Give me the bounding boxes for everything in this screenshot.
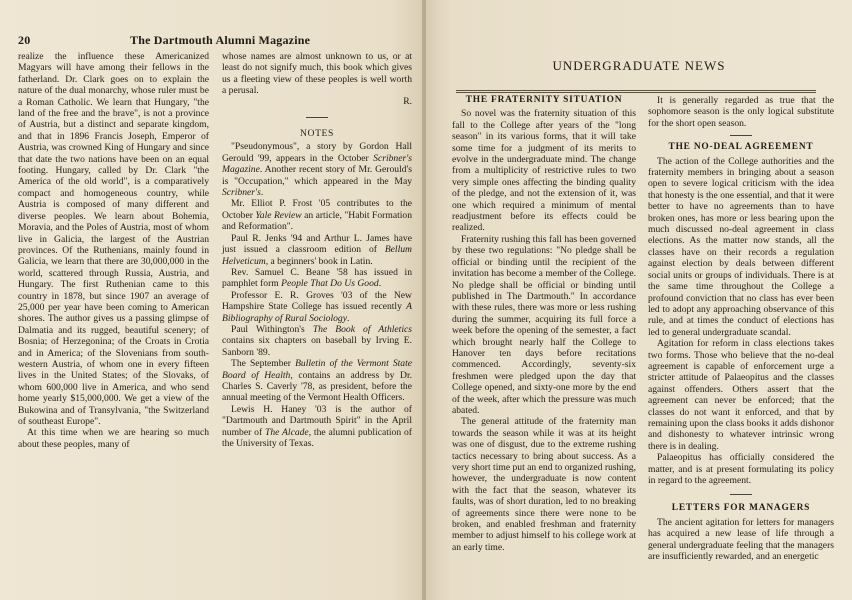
section-divider	[306, 117, 328, 118]
note-item	[222, 198, 412, 232]
title-rule	[456, 92, 816, 93]
note-item	[222, 324, 412, 358]
paragraph: The ancient agitation for letters for managers has acquired a new lease of life through a general undergraduate feeling that the managers are insufficiently rewarded, and an energetic	[648, 516, 834, 563]
left-column-1	[18, 51, 209, 450]
paragraph: So novel was the fraternity situation of this fall to the College after years of the "long season" in its various forms, that it will take some time for a judgment of its merits to evolve in the undergraduate mind. The change from a multiplicity of restrictive rules to two very simple ones affecting the binding quality of the pledge, and not the extension of it, was one which required a minimum of mental readjustment before its effects could be realized.	[452, 108, 636, 234]
paragraph: Fraternity rushing this fall has been governed by these two regulations: "No pledge shall be official or binding until the recipient of the invitation has become a member of the College. No pledge shall be official or binding until published in The Dartmouth." In accordance with these rules, there was more or less rushing during the summer, acquiring its full force a week before the opening of the semester, a fact which brought nearly half the College to Hanover ten days before recitations commenced. Accordingly, seventy-six freshmen were pledged upon the day that College opened, and sixty-one more by the end of the week, after which the pressure was much abated.	[452, 233, 636, 416]
note-text: .	[346, 312, 350, 324]
publication-title: Scribner's	[222, 187, 261, 199]
fraternity-heading: THE FRATERNITY SITUATION	[465, 95, 623, 105]
left-column-2	[222, 51, 412, 449]
note-item	[222, 404, 412, 450]
note-item	[222, 290, 412, 324]
publication-title: Bellum Helveticum	[222, 244, 412, 267]
paragraph: whose names are almost unknown to us, or at least do not signify much, this book which gives us a fleeting view of these peoples is well worth a perusal.	[222, 51, 412, 97]
paragraph: It is generally regarded as true that the sophomore season is the only logical substitute for the short open season.	[648, 95, 834, 129]
publication-title: Bulletin of the Vermont State Board of Health	[222, 358, 412, 381]
note-text: , contains an address by Dr. Charles S. Caverly '78, as president, before the annual meeting of the Vermont Health Officers.	[222, 369, 413, 404]
note-text: "Pseudonymous", a story by Gordon Hall Gerould '99, appears in the October	[222, 141, 412, 164]
letters-heading: LETTERS FOR MANAGERS	[671, 503, 811, 514]
paragraph: realize the influence these Americanized Magyars will have among their fellows in the fatherland. Dr. Clark goes on to explain the nature of the dual monarchy, whose ruler must be a Roman Catholic. We learn that Hungary, "the land of the free and the brave", is not a province of Austria, but a distinct and separate kingdom, and that in 1896 Francis Joseph, Emperor of Austria, was crowned King of Hungary and since that date the two nations have been on an equal footing. Hungary, called by Dr. Clark "the America of the old world", is a comparatively compact and homogeneous country, while Austria is composed of many different and diverse peoples. We learn about Bohemia, Moravia, and the Poles of Austria, most of whom live in Galicia, the largest of the Austrian provinces. Of the Ruthenians, mainly found in Galicia, we learn that there are 30,000,000 in the world, scattered through Russia, Austria, and Hungary. The first Ruthenian came to this country in 1878, but since 1907 an average of 25,000 per year have been coming to American shores. The author gives us a passing glimpse of Dalmatia and its rugged, beautiful scenery; of Bosnia; of Herzegonina; of the Croats in Crotia and in America; of the Slovenians from south-western Austria, of whom one in every fifteen lives in the United States; of the Slovaks, of whom 600,000 live in America, and who send home yearly $15,000,000. We get a view of the Bukowina and of Transylvania, "the Switzerland of southeast Europe".	[18, 51, 209, 427]
note-text: Paul Withington's	[231, 323, 313, 335]
notes-list	[222, 141, 412, 449]
page-number: 20	[18, 33, 31, 47]
section-title: UNDERGRADUATE NEWS	[552, 58, 726, 73]
right-column-2	[648, 95, 834, 562]
note-item	[222, 233, 412, 267]
notes-heading: NOTES	[300, 128, 334, 140]
running-title: The Dartmouth Alumni Magazine	[130, 33, 311, 47]
note-text: , a beginners' book in Latin.	[265, 255, 373, 267]
note-item	[222, 141, 412, 198]
note-text: . Another recent story of Mr. Gerould's is "Occupation," which appeared in the May	[222, 164, 412, 187]
paragraph: Agitation for reform in class elections takes two forms. Those who believe that the no-deal agreement is capable of enforcement urge a stricter attitude of Palaeopitus and the classes against offenders. Others assert that the agreement can never be enforced; that the classes do not want it enforced, and that by remaining upon the class books it adds dishonor and dishonesty to whatever intrinsic wrong there is in dealing.	[648, 338, 834, 452]
title-rule	[456, 90, 816, 91]
paragraph: The general attitude of the fraternity man towards the season while it was at its height was one of disgust, due to the extreme rushing tactics necessary to bring about success. As a very short time put an end to organized rushing, however, the undergraduate is now content with the fact that the season, whatever its faults, was of short duration, led to no breaking of agreements since there were none to be broken, and enabled freshman and fraternity member to adjust himself to his college work at an early time.	[452, 416, 636, 553]
note-text: an article, "Habit Formation and Reformation".	[222, 209, 412, 233]
note-text: Mr. Elliot P. Frost '05 contributes to the October	[222, 198, 412, 221]
publication-title: Scribner's Magazine	[222, 152, 412, 176]
note-text: .	[378, 278, 382, 290]
note-item	[222, 358, 412, 404]
note-text: contains six chapters on baseball by Irving E. Sanborn '89.	[222, 335, 412, 358]
paragraph: At this time when we are hearing so much about these peoples, many of	[18, 427, 209, 450]
section-divider	[730, 135, 752, 136]
note-text: Paul R. Jenks '94 and Arthur L. James have just issued a classroom edition of	[222, 232, 412, 256]
publication-title: People That Do Us Good	[281, 278, 379, 290]
note-item	[222, 267, 412, 290]
paragraph: The action of the College authorities and the fraternity members in bringing about a season open to severe logical criticism with the idea that honesty is the one essential, and that it were better to have no agreements than to have broken ones, has more or less bearing upon the much discussed no-deal agreement in class elections. As the matter now stands, all the classes have on their records a regulation against election by deals between different social units or groups of individuals. There is at the same time throughout the College a profound conviction that no class has ever been led to adopt any approaching observance of this rule, and at times the conduct of elections has led to general undergraduate scandal.	[648, 155, 834, 338]
publication-title: Yale Review	[255, 209, 302, 221]
right-page	[426, 0, 852, 600]
note-text: Lewis H. Haney '03 is the author of "Dartmouth and Dartmouth Spirit" in the April number of	[222, 403, 412, 438]
paragraph: Palaeopitus has officially considered the matter, and is at present formulating its policy in regard to the agreement.	[648, 452, 834, 486]
publication-title: The Book of Athletics	[312, 323, 412, 335]
note-text: Professor E. R. Groves '03 of the New Hampshire State College has issued recently	[222, 289, 412, 313]
note-text: The September	[231, 358, 296, 370]
note-text: .	[260, 187, 264, 199]
note-text: , the alumni publication of the University of Texas.	[222, 426, 412, 449]
publication-title: A Bibliography of Rural Sociology	[222, 301, 412, 324]
reviewer-signature: R.	[403, 95, 412, 107]
section-divider	[730, 494, 752, 495]
note-text: Rev. Samuel C. Beane '58 has issued in pamphlet form	[222, 266, 412, 290]
left-page	[0, 0, 424, 600]
no-deal-heading: THE NO-DEAL AGREEMENT	[668, 142, 814, 153]
right-column-1	[452, 95, 636, 553]
publication-title: The Alcade	[264, 426, 309, 438]
